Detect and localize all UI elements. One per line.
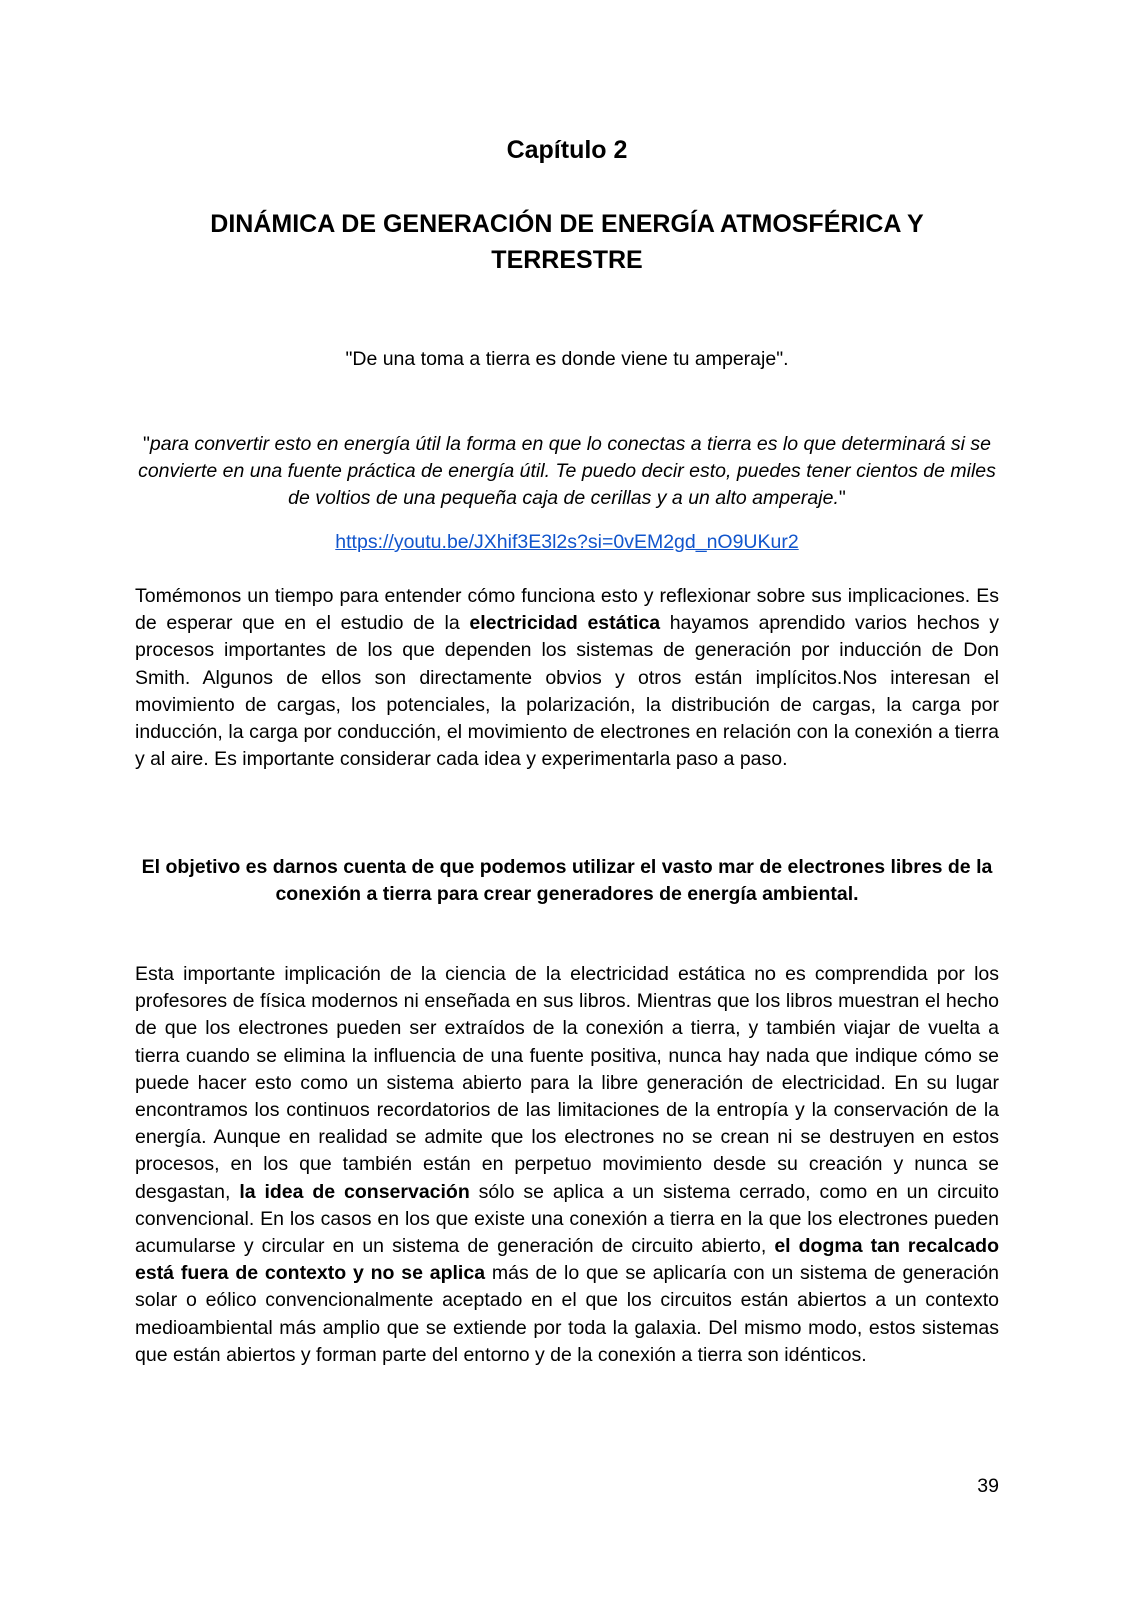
objective-statement: El objetivo es darnos cuenta de que podemos utilizar el vasto mar de electrones libres de la conexión a tierra para crear generadores de energía ambiental. bbox=[141, 856, 993, 905]
chapter-title bbox=[135, 206, 999, 278]
paragraph-intro-bold: electricidad estática bbox=[469, 612, 661, 635]
epigraph: "De una toma a tierra es donde viene tu amperaje". bbox=[345, 348, 789, 370]
paragraph-implication-bold-2: el dogma tan recalcado está fuera de contexto y no se aplica bbox=[135, 1235, 999, 1285]
paragraph-implication-text-3: más de lo que se aplicaría con un sistema de generación solar o eólico convencionalmente aceptado en el que los circuitos están abiertos a un contexto medioambiental más amplio que se extiende por toda la galaxia. Del mismo modo, estos sistemas que están abiertos y forman parte del entorno y de la conexión a tierra son idénticos. bbox=[135, 1262, 999, 1366]
document-page bbox=[135, 0, 999, 1600]
quote-open-mark: " bbox=[142, 433, 150, 455]
chapter-title-line2: TERRESTRE bbox=[491, 246, 643, 274]
paragraph-implication-bold-1: la idea de conservación bbox=[239, 1180, 470, 1203]
page-number: 39 bbox=[977, 1475, 999, 1497]
paragraph-intro-text-2: hayamos aprendido varios hechos y procesos importantes de los que dependen los sistemas de generación por inducción de Don Smith. Algunos de ellos son directamente obvios y otros están implícitos.Nos interesan el movimiento de cargas, los potenciales, la polarización, la distribución de cargas, la carga por inducción, la carga por conducción, el movimiento de electrones en relación con la conexión a tierra y al aire. Es importante considerar cada idea y experimentarla paso a paso. bbox=[135, 612, 999, 771]
chapter-title-line1: DINÁMICA DE GENERACIÓN DE ENERGÍA ATMOSFÉRICA Y bbox=[210, 210, 924, 238]
paragraph-intro bbox=[135, 583, 999, 773]
video-link-line bbox=[135, 531, 999, 554]
paragraph-implication-text-1: Esta importante implicación de la ciencia de la electricidad estática no es comprendida por los profesores de física modernos ni enseñada en sus libros. Mientras que los libros muestran el hecho de que los electrones pueden ser extraídos de la conexión a tierra, y también viajar de vuelta a tierra cuando se elimina la influencia de una fuente positiva, nunca hay nada que indique cómo se puede hacer esto como un sistema abierto para la libre generación de electricidad. En su lugar encontramos los continuos recordatorios de las limitaciones de la entropía y la conservación de la energía. Aunque en realidad se admite que los electrones no se crean ni se destruyen en estos procesos, en los que también están en perpetuo movimiento desde su creación y nunca se desgastan, bbox=[135, 963, 999, 1203]
quote-block bbox=[129, 431, 1005, 512]
paragraph-intro-text-1: Tomémonos un tiempo para entender cómo funciona esto y reflexionar sobre sus implicaciones. Es de esperar que en el estudio de la bbox=[135, 585, 999, 635]
quote-text: para convertir esto en energía útil la forma en que lo conectas a tierra es lo que determinará si se convierte en una fuente práctica de energía útil. Te puedo decir esto, puedes tener cientos de miles de voltios de una pequeña caja de cerillas y a un alto amperaje. bbox=[138, 433, 996, 509]
paragraph-implication-text-2: sólo se aplica a un sistema cerrado, como en un circuito convencional. En los casos en los que existe una conexión a tierra en la que los electrones pueden acumularse y circular en un sistema de generación de circuito abierto, bbox=[135, 1180, 1000, 1258]
quote-close-mark: " bbox=[838, 487, 846, 509]
paragraph-implication bbox=[135, 961, 999, 1369]
chapter-heading: Capítulo 2 bbox=[506, 136, 628, 164]
video-link[interactable]: https://youtu.be/JXhif3E3l2s?si=0vEM2gd_nO9UKur2 bbox=[335, 531, 799, 553]
